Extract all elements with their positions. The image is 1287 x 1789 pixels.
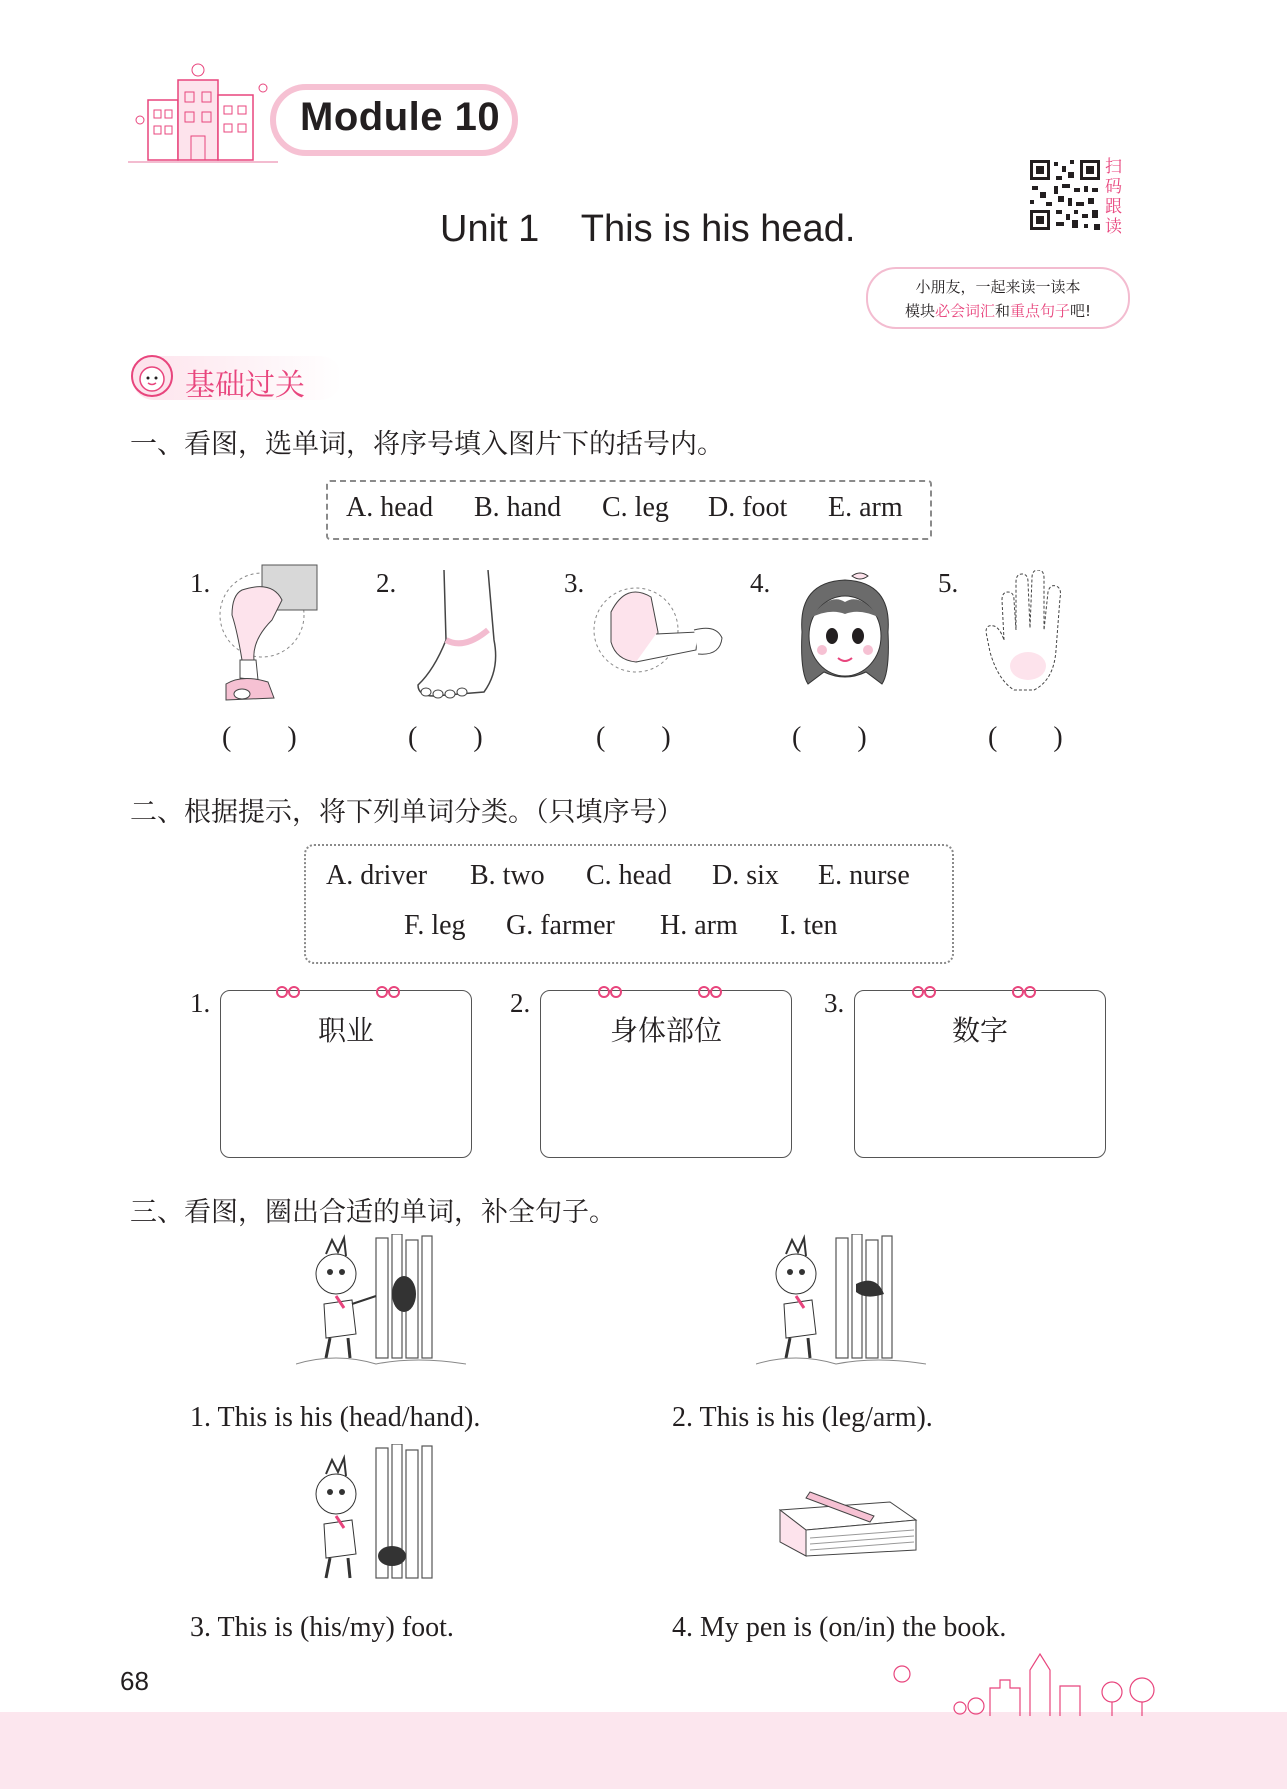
q3-sentence-2[interactable]: 2. This is his (leg/arm). [672,1402,933,1433]
q3-sentence-1[interactable]: 1. This is his (head/hand). [190,1402,481,1433]
q1-item-1-answer[interactable]: ( ) [222,722,297,753]
q2-category-3-label: 数字 [951,1014,1008,1047]
q3-sentence-4[interactable]: 4. My pen is (on/in) the book. [672,1612,1007,1643]
q2-option-g: G. farmer [506,910,615,941]
hand-icon [984,570,1074,700]
q1-item-3-answer[interactable]: ( ) [596,722,671,753]
q2-category-2-label: 身体部位 [609,1014,722,1047]
q1-item-4-number: 4. [750,568,771,598]
q3-sentence-3[interactable]: 3. This is (his/my) foot. [190,1612,454,1643]
monkey-bamboo-head-illustration [296,1234,466,1374]
q2-option-c: C. head [586,860,672,891]
q2-category-2-box[interactable] [540,990,792,1158]
monkey-bamboo-foot-illustration [296,1444,466,1594]
q2-option-b: B. two [470,860,545,891]
q1-option-e: E. arm [828,492,903,523]
q2-category-1-box[interactable] [220,990,472,1158]
q1-item-3-number: 3. [564,568,585,598]
question-2-title: 二、根据提示，将下列单词分类。（只填序号） [130,797,684,828]
scan-to-read-label: 扫 码 跟 读 [1105,157,1122,237]
q2-category-1-label: 职业 [317,1014,374,1047]
unit-title: Unit 1 This is his head. [440,208,856,250]
q1-item-1-number: 1. [190,568,211,598]
q1-item-5-number: 5. [938,568,959,598]
speech-bubble [866,267,1130,329]
q2-option-i: I. ten [780,910,838,941]
qr-code-icon[interactable] [1028,158,1102,232]
question-3-title: 三、看图，圈出合适的单词，补全句子。 [130,1197,616,1228]
girl-face-icon [128,352,176,400]
foot-icon [404,570,514,700]
arm-icon [586,572,736,682]
footer-band [0,1712,1287,1789]
leg-icon [212,560,332,710]
module-building-illustration [128,60,278,170]
bubble-line-2: 模块必会词汇和重点句子吧! [904,302,1092,320]
section-title: 基础过关 [185,368,305,403]
q2-option-d: D. six [712,860,779,891]
q2-option-e: E. nurse [818,860,910,891]
q1-item-4-answer[interactable]: ( ) [792,722,867,753]
q2-category-3-box[interactable] [854,990,1106,1158]
q2-option-h: H. arm [660,910,738,941]
q1-item-5-answer[interactable]: ( ) [988,722,1063,753]
binder-rings-decoration [270,982,1070,1002]
head-icon [790,572,900,692]
page-number: 68 [120,1666,149,1696]
q2-category-1-number: 1. [190,988,211,1018]
module-title: Module 10 [300,95,501,139]
book-pen-illustration [770,1480,920,1560]
q1-option-a: A. head [346,492,434,523]
q2-category-2-number: 2. [510,988,531,1018]
q1-item-2-answer[interactable]: ( ) [408,722,483,753]
monkey-bamboo-leg-illustration [756,1234,926,1374]
q2-category-3-number: 3. [824,988,845,1018]
question-1-title: 一、看图，选单词，将序号填入图片下的括号内。 [130,429,724,460]
q1-option-d: D. foot [708,492,788,523]
q2-option-a: A. driver [326,860,428,891]
q2-option-f: F. leg [404,910,466,941]
bubble-line-1: 小朋友，一起来读一读本 [915,278,1081,296]
q1-item-2-number: 2. [376,568,397,598]
q1-option-c: C. leg [602,492,669,523]
castle-decoration [880,1650,1170,1720]
q1-option-b: B. hand [474,492,562,523]
